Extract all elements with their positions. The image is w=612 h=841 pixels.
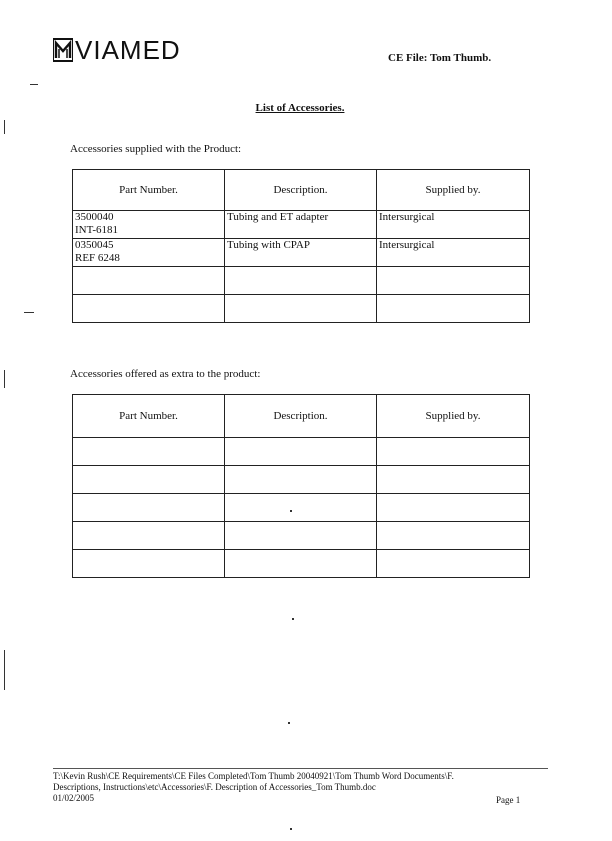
table-header-row [73,395,530,438]
footer-file-path-line2: Descriptions, Instructions\etc\Accessories\F. Description of Accessories_Tom Thumb.doc [53,782,376,792]
part-number-cell [73,550,225,578]
column-header-description: Description. [225,395,377,438]
part-number-cell [73,522,225,550]
table-row [73,494,530,522]
brand-name: VIAMED [75,35,181,65]
column-header-supplied-by: Supplied by. [377,395,530,438]
part-reference: REF 6248 [75,252,120,264]
table-row [73,295,530,323]
column-header-part-number: Part Number. [73,170,225,211]
supplier-cell [377,522,530,550]
part-number-cell [73,295,225,323]
description-cell [225,295,377,323]
description-cell [225,550,377,578]
description-cell [225,267,377,295]
part-number-cell [73,267,225,295]
part-number: 0350045 [75,239,114,251]
column-header-part-number: Part Number. [73,395,225,438]
scan-artifact [288,722,290,724]
part-reference: INT-6181 [75,224,118,236]
supplier-cell [377,466,530,494]
description-cell: Tubing with CPAP [225,239,377,267]
supplier-cell [377,494,530,522]
scan-artifact [290,510,292,512]
table-row [73,466,530,494]
supplied-accessories-heading: Accessories supplied with the Product: [70,143,242,155]
scan-artifact [24,312,34,313]
column-header-supplied-by: Supplied by. [377,170,530,211]
supplied-accessories-table [72,169,530,323]
footer-date: 01/02/2005 [53,793,95,803]
table-row [73,211,530,239]
table-row [73,550,530,578]
part-number-cell [73,466,225,494]
supplier-cell [377,550,530,578]
column-header-description: Description. [225,170,377,211]
footer [53,771,533,804]
description-cell [225,522,377,550]
description-cell [225,494,377,522]
part-number-cell [73,239,225,267]
page-title: List of Accessories. [255,102,345,114]
part-number-cell [73,211,225,239]
description-cell [225,466,377,494]
supplier-cell [377,267,530,295]
viamed-logo-mark-icon [53,38,73,62]
scan-artifact [4,370,5,388]
footer-divider [53,768,548,769]
table-row [73,438,530,466]
footer-file-path-line1: T:\Kevin Rush\CE Requirements\CE Files Completed\Tom Thumb 20040921\Tom Thumb Word Documents\F. [53,771,454,781]
viamed-logo [53,36,181,64]
table-header-row [73,170,530,211]
page-number: Page 1 [496,795,521,805]
table-row [73,522,530,550]
supplier-cell [377,295,530,323]
part-number-cell [73,494,225,522]
supplier-cell: Intersurgical [377,239,530,267]
scan-artifact [290,828,292,830]
part-number-cell [73,438,225,466]
scan-artifact [4,120,5,134]
extra-accessories-heading: Accessories offered as extra to the product: [70,368,261,380]
ce-file-label: CE File: Tom Thumb. [388,52,492,64]
scan-artifact [292,618,294,620]
description-cell [225,438,377,466]
extra-accessories-table [72,394,530,578]
table-row [73,239,530,267]
table-row [73,267,530,295]
supplier-cell: Intersurgical [377,211,530,239]
description-cell: Tubing and ET adapter [225,211,377,239]
scan-artifact [30,84,38,85]
part-number: 3500040 [75,211,114,223]
supplier-cell [377,438,530,466]
scan-artifact [4,650,5,690]
